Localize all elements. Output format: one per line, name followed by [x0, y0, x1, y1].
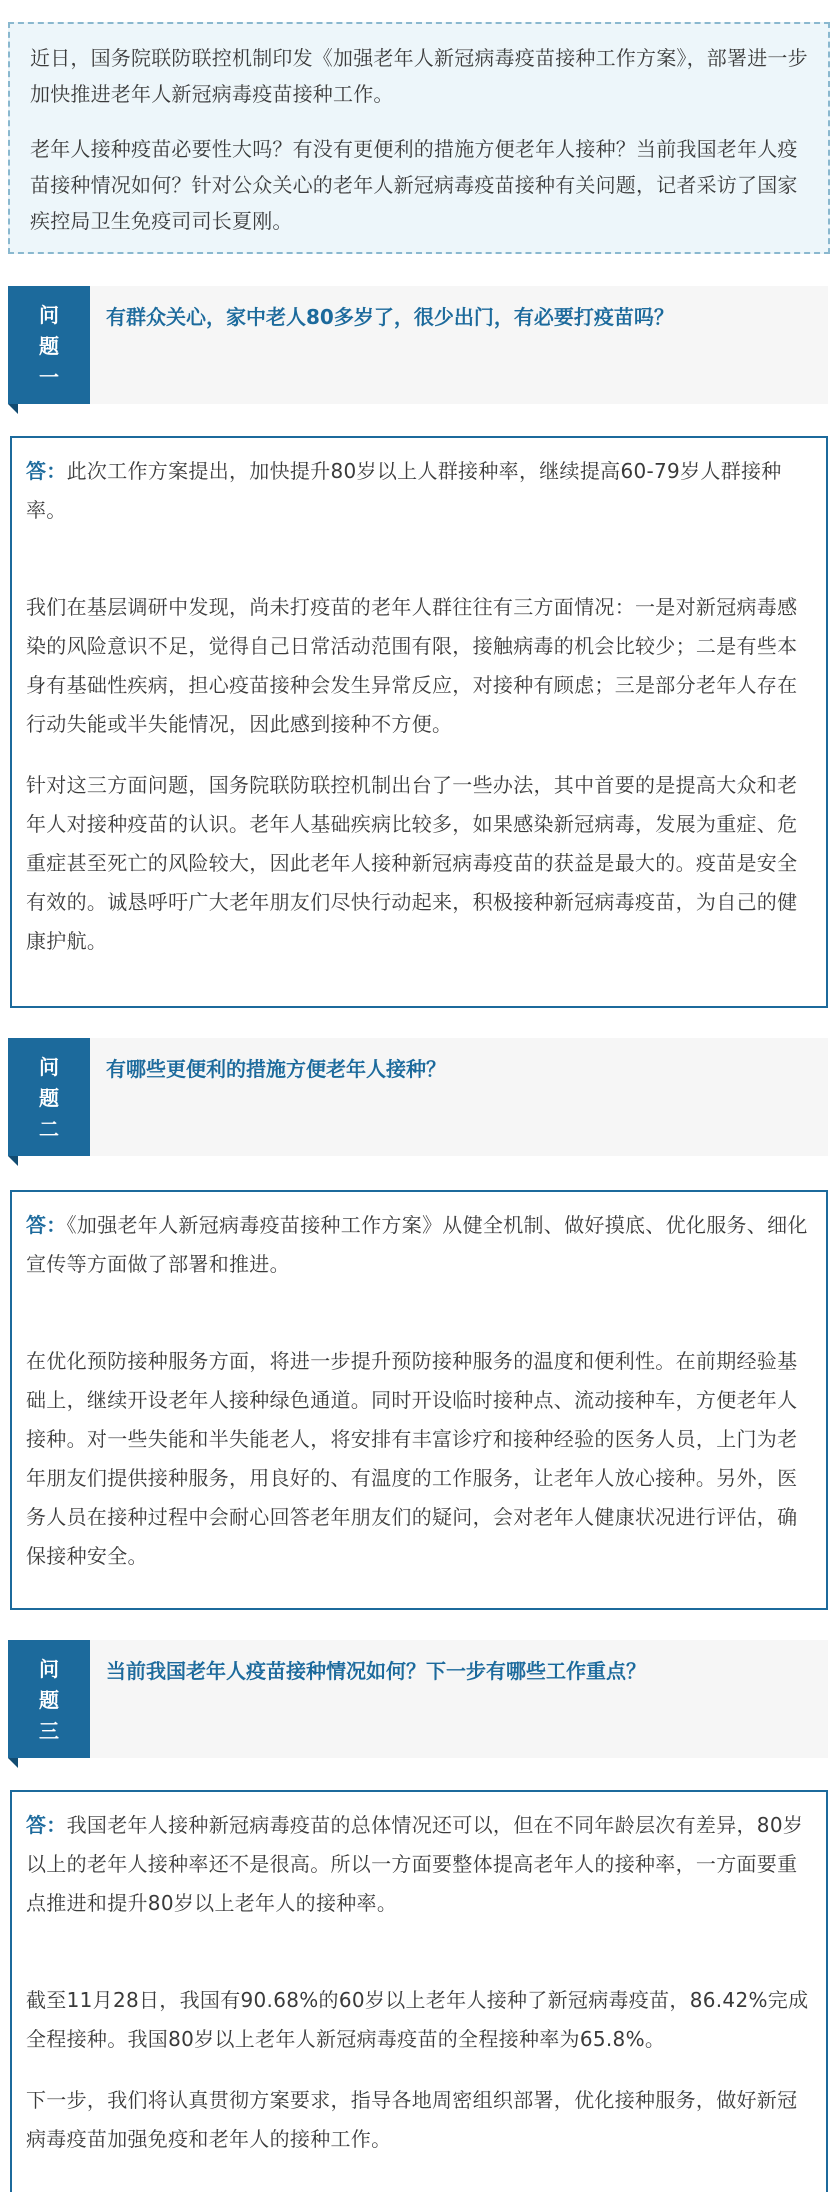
answer-paragraph: 答：我国老年人接种新冠病毒疫苗的总体情况还可以，但在不同年龄层次有差异，80岁以上的老年人接种率还不是很高。所以一方面要整体提高老年人的接种率，一方面要重点推进和提升80岁以上老年人的接种率。 [26, 1813, 804, 1915]
intro-paragraph: 近日，国务院联防联控机制印发《加强老年人新冠病毒疫苗接种工作方案》，部署进一步加快推进老年人新冠病毒疫苗接种工作。 [30, 46, 808, 106]
tab-fold-decoration [8, 404, 18, 414]
answer-paragraph: 答：此次工作方案提出，加快提升80岁以上人群接种率，继续提高60-79岁人群接种率。 [26, 459, 782, 522]
tab-fold-decoration [8, 1156, 18, 1166]
question-header-3 [8, 1640, 828, 1758]
question-header-1 [8, 286, 828, 404]
answer-label: 答： [26, 459, 67, 483]
question-tab-1: 问 题 一 [8, 286, 90, 404]
question-title-1: 有群众关心，家中老人80多岁了，很少出门，有必要打疫苗吗？ [106, 305, 674, 329]
answer-box-1 [10, 436, 828, 1008]
answer-box-2 [10, 1190, 828, 1610]
answer-paragraph: 答：《加强老年人新冠病毒疫苗接种工作方案》从健全机制、做好摸底、优化服务、细化宣传等方面做了部署和推进。 [26, 1213, 808, 1276]
question-tab-3: 问 题 三 [8, 1640, 90, 1758]
tab-fold-decoration [8, 1758, 18, 1768]
question-title-3: 当前我国老年人疫苗接种情况如何？下一步有哪些工作重点？ [106, 1659, 646, 1683]
answer-box-3 [10, 1790, 828, 2192]
intro-paragraph: 老年人接种疫苗必要性大吗？有没有更便利的措施方便老年人接种？当前我国老年人疫苗接种情况如何？针对公众关心的老年人新冠病毒疫苗接种有关问题，记者采访了国家疾控局卫生免疫司司长夏刚。 [30, 137, 798, 233]
answer-label: 答： [26, 1813, 67, 1837]
answer-paragraph: 下一步，我们将认真贯彻方案要求，指导各地周密组织部署，优化接种服务，做好新冠病毒疫苗加强免疫和老年人的接种工作。 [26, 2088, 798, 2151]
answer-paragraph: 针对这三方面问题，国务院联防联控机制出台了一些办法，其中首要的是提高大众和老年人对接种疫苗的认识。老年人基础疾病比较多，如果感染新冠病毒，发展为重症、危重症甚至死亡的风险较大，因此老年人接种新冠病毒疫苗的获益是最大的。疫苗是安全有效的。诚恳呼吁广大老年朋友们尽快行动起来，积极接种新冠病毒疫苗，为自己的健康护航。 [26, 773, 798, 953]
answer-paragraph: 截至11月28日，我国有90.68%的60岁以上老年人接种了新冠病毒疫苗，86.42%完成全程接种。我国80岁以上老年人新冠病毒疫苗的全程接种率为65.8%。 [26, 1988, 809, 2051]
question-tab-2: 问 题 二 [8, 1038, 90, 1156]
answer-label: 答： [26, 1213, 67, 1237]
question-title-2: 有哪些更便利的措施方便老年人接种？ [106, 1057, 446, 1081]
question-header-2 [8, 1038, 828, 1156]
answer-paragraph: 我们在基层调研中发现，尚未打疫苗的老年人群往往有三方面情况：一是对新冠病毒感染的风险意识不足，觉得自己日常活动范围有限，接触病毒的机会比较少；二是有些本身有基础性疾病，担心疫苗接种会发生异常反应，对接种有顾虑；三是部分老年人存在行动失能或半失能情况，因此感到接种不方便。 [26, 595, 798, 736]
answer-paragraph: 在优化预防接种服务方面，将进一步提升预防接种服务的温度和便利性。在前期经验基础上，继续开设老年人接种绿色通道。同时开设临时接种点、流动接种车，方便老年人接种。对一些失能和半失能老人，将安排有丰富诊疗和接种经验的医务人员，上门为老年朋友们提供接种服务，用良好的、有温度的工作服务，让老年人放心接种。另外，医务人员在接种过程中会耐心回答老年朋友们的疑问，会对老年人健康状况进行评估，确保接种安全。 [26, 1349, 798, 1568]
intro-box [8, 22, 830, 254]
